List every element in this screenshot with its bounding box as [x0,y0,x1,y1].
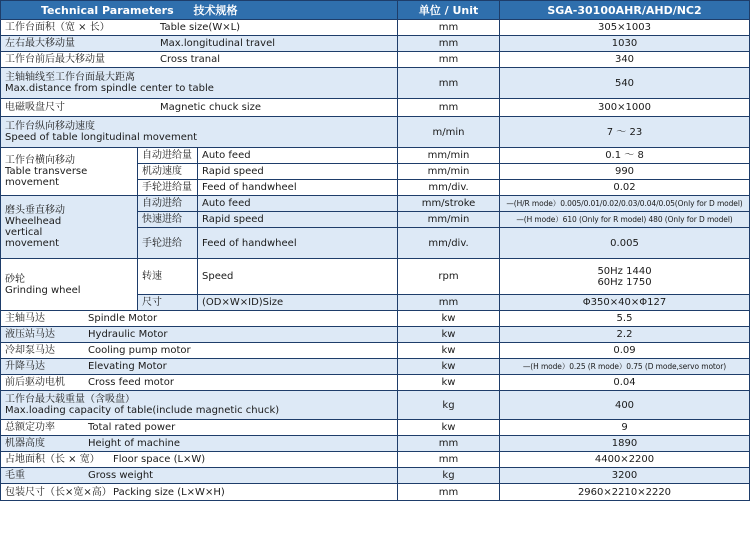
unit-cell: m/min [398,117,500,148]
param-label: 工作台最大载重量（含吸盘） Max.loading capacity of table(include magnetic chuck) [1,391,398,420]
value-cell: 4400×2200 [500,452,750,468]
value-cell: 540 [500,68,750,99]
header-model: SGA-30100AHR/AHD/NC2 [500,1,750,20]
unit-cell: kg [398,468,500,484]
sub-label-en: Feed of handwheel [198,180,398,196]
table-row [1,99,750,117]
table-row [1,36,750,52]
unit-cell: kw [398,375,500,391]
table-row [1,196,750,212]
unit-cell: kg [398,391,500,420]
unit-cell: mm/min [398,148,500,164]
value-cell: 1030 [500,36,750,52]
value-cell: —(H mode）610 (Only for R model) 480 (Only for D model) [500,212,750,228]
unit-cell: mm [398,452,500,468]
table-row [1,68,750,99]
unit-cell: mm [398,436,500,452]
sub-label-en: Rapid speed [198,212,398,228]
table-row [1,52,750,68]
unit-cell: rpm [398,259,500,295]
value-cell: 0.04 [500,375,750,391]
unit-cell: mm [398,484,500,501]
sub-label-en: Rapid speed [198,164,398,180]
sub-label-zh: 自动进给量 [138,148,198,164]
sub-label-zh: 手轮进给 [138,228,198,259]
sub-label-en: Auto feed [198,148,398,164]
sub-label-zh: 自动进给 [138,196,198,212]
unit-cell: mm/div. [398,228,500,259]
table-row [1,468,750,484]
table-row [1,148,750,164]
value-cell: Φ350×40×Φ127 [500,295,750,311]
unit-cell: mm/min [398,164,500,180]
unit-cell: kw [398,327,500,343]
sub-label-zh: 快速进给 [138,212,198,228]
table-row [1,375,750,391]
table-row [1,117,750,148]
header-unit: 单位 / Unit [398,1,500,20]
unit-cell: mm/div. [398,180,500,196]
table-row [1,20,750,36]
value-cell: 2.2 [500,327,750,343]
table-row [1,420,750,436]
sub-label-zh: 尺寸 [138,295,198,311]
value-cell: 2960×2210×2220 [500,484,750,501]
table-row [1,311,750,327]
table-row [1,391,750,420]
unit-cell: kw [398,311,500,327]
value-cell: 300×1000 [500,99,750,117]
param-label: 工作台前后最大移动量 Cross tranal [1,52,398,68]
table-header-row [1,1,750,20]
value-cell: 0.005 [500,228,750,259]
param-label: 电磁吸盘尺寸 Magnetic chuck size [1,99,398,117]
param-label: 包装尺寸（长×宽×高）Packing size (L×W×H) [1,484,398,501]
table-row [1,484,750,501]
sub-label-zh: 手轮进给量 [138,180,198,196]
sub-label-en: Auto feed [198,196,398,212]
unit-cell: mm [398,295,500,311]
unit-cell: mm [398,52,500,68]
value-cell: 990 [500,164,750,180]
param-label: 主轴轴线至工作台面最大距离 Max.distance from spindle center to table [1,68,398,99]
param-label: 液压站马达 Hydraulic Motor [1,327,398,343]
value-cell: —(H mode）0.25 (R mode）0.75 (D mode,servo motor) [500,359,750,375]
value-cell: 0.02 [500,180,750,196]
unit-cell: mm/min [398,212,500,228]
table-row [1,436,750,452]
value-cell: 5.5 [500,311,750,327]
param-label: 左右最大移动量 Max.longitudinal travel [1,36,398,52]
param-label: 前后驱动电机 Cross feed motor [1,375,398,391]
value-cell: 50Hz 1440 60Hz 1750 [500,259,750,295]
param-label: 占地面积（长 × 宽） Floor space (L×W) [1,452,398,468]
unit-cell: mm [398,36,500,52]
header-parameters-en: Technical Parameters [41,3,174,17]
param-label: 机器高度 Height of machine [1,436,398,452]
table-row [1,259,750,295]
sub-label-en: Speed [198,259,398,295]
sub-label-zh: 转速 [138,259,198,295]
unit-cell: mm [398,20,500,36]
value-cell: 3200 [500,468,750,484]
value-cell: —(H/R mode）0.005/0.01/0.02/0.03/0.04/0.05(Only for D model) [500,196,750,212]
sub-label-zh: 机动速度 [138,164,198,180]
unit-cell: kw [398,343,500,359]
sub-label-en: Feed of handwheel [198,228,398,259]
param-label: 工作台纵向移动速度 Speed of table longitudinal movement [1,117,398,148]
table-row [1,452,750,468]
group-label-transverse: 工作台横向移动 Table transverse movement [1,148,138,196]
value-cell: 0.1 ～ 8 [500,148,750,164]
value-cell: 0.09 [500,343,750,359]
header-parameters [1,1,398,20]
table-row [1,343,750,359]
unit-cell: kw [398,359,500,375]
unit-cell: kw [398,420,500,436]
header-parameters-zh: 技术规格 [193,3,238,17]
value-cell: 9 [500,420,750,436]
param-label: 升降马达 Elevating Motor [1,359,398,375]
table-row [1,327,750,343]
param-label: 冷却泵马达 Cooling pump motor [1,343,398,359]
value-cell: 340 [500,52,750,68]
unit-cell: mm [398,99,500,117]
sub-label-en: (OD×W×ID)Size [198,295,398,311]
table-row [1,359,750,375]
value-cell: 7 ～ 23 [500,117,750,148]
unit-cell: mm [398,68,500,99]
param-label: 主轴马达 Spindle Motor [1,311,398,327]
value-cell: 305×1003 [500,20,750,36]
param-label: 毛重 Gross weight [1,468,398,484]
value-cell: 1890 [500,436,750,452]
value-cell: 400 [500,391,750,420]
group-label-grinding: 砂轮 Grinding wheel [1,259,138,311]
param-label: 总额定功率 Total rated power [1,420,398,436]
param-label: 工作台面积（宽 × 长） Table size(W×L) [1,20,398,36]
group-label-wheelhead: 磨头垂直移动 Wheelhead vertical movement [1,196,138,259]
unit-cell: mm/stroke [398,196,500,212]
